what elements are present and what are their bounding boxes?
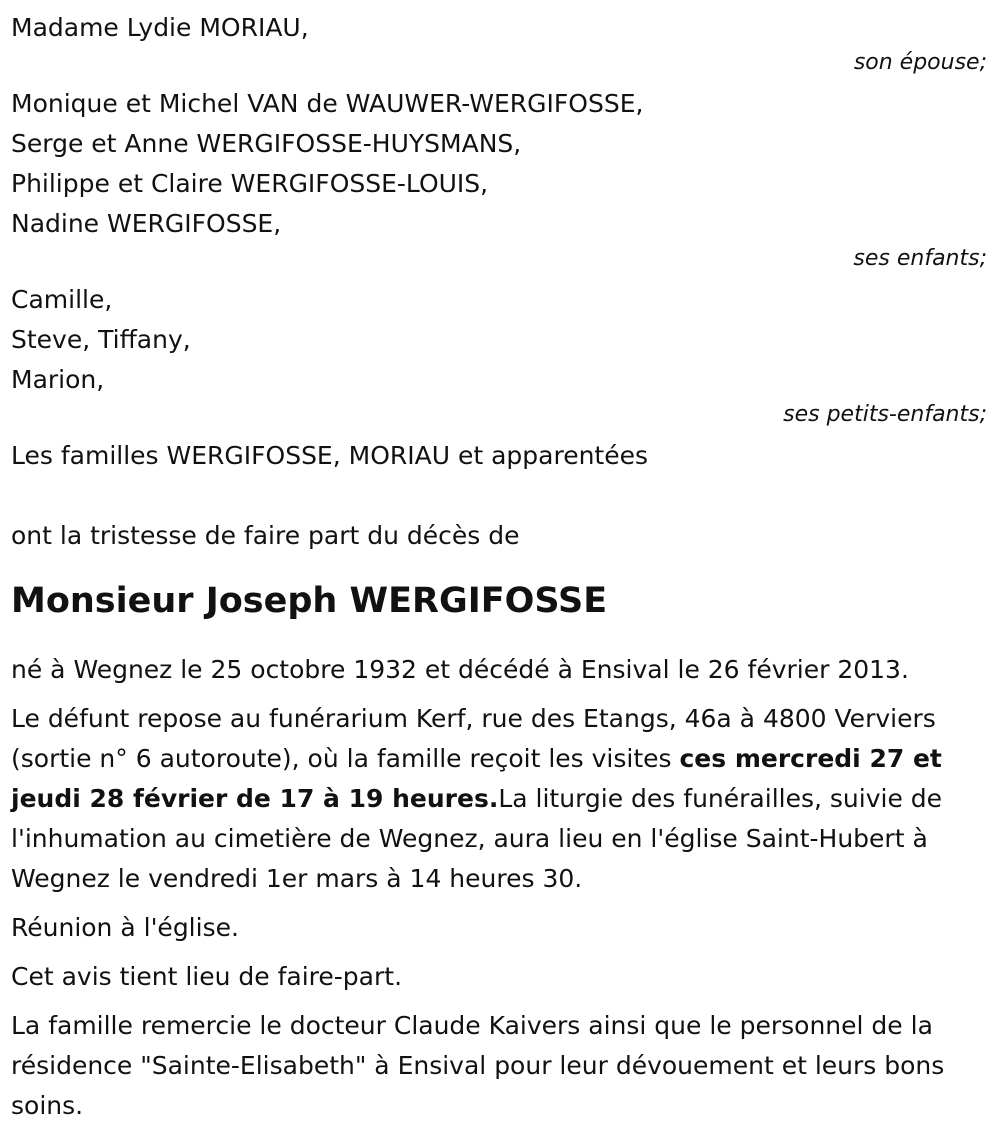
spouse-name: Madame Lydie MORIAU, [11,13,309,42]
spouse-section [11,8,989,78]
repose-text-before: Le défunt repose au funérarium Kerf, rue des Etangs, 46a à 4800 Verviers (sortie n° 6 autoroute), où la famille reçoit les visites [11,704,936,773]
child-name: Monique et Michel VAN de WAUWER-WERGIFOSSE, [11,89,644,118]
grandchildren-role: ses petits-enfants; [783,402,987,427]
notice-line: Cet avis tient lieu de faire-part. [11,962,403,991]
child-name: Nadine WERGIFOSSE, [11,209,282,238]
child-name: Philippe et Claire WERGIFOSSE-LOUIS, [11,169,489,198]
grandchild-name: Marion, [11,365,105,394]
reunion-line: Réunion à l'église. [11,913,239,942]
grandchild-name: Steve, Tiffany, [11,325,191,354]
repose-paragraph [11,699,989,899]
birth-death-line: né à Wegnez le 25 octobre 1932 et décédé à Ensival le 26 février 2013. [11,655,909,684]
announcement-line: ont la tristesse de faire part du décès de [11,521,520,550]
visiting-hours: ces mercredi 27 et jeudi 28 février de 17 à 19 heures. [11,744,942,813]
repose-text-after: La liturgie des funérailles, suivie de l'inhumation au cimetière de Wegnez, aura lieu en l'église Saint-Hubert à Wegnez le vendredi 1er mars à 14 heures 30. [11,784,943,893]
children-section [11,84,989,274]
families-line: Les familles WERGIFOSSE, MORIAU et apparentées [11,441,649,470]
children-role: ses enfants; [853,246,987,271]
spouse-role: son épouse; [853,50,987,75]
deceased-name: Monsieur Joseph WERGIFOSSE [11,581,608,621]
thanks-paragraph: La famille remercie le docteur Claude Kaivers ainsi que le personnel de la résidence "Sainte-Elisabeth" à Ensival pour leur dévouement et leurs bons soins. [11,1011,945,1120]
grandchild-name: Camille, [11,285,113,314]
child-name: Serge et Anne WERGIFOSSE-HUYSMANS, [11,129,522,158]
grandchildren-section [11,280,989,430]
